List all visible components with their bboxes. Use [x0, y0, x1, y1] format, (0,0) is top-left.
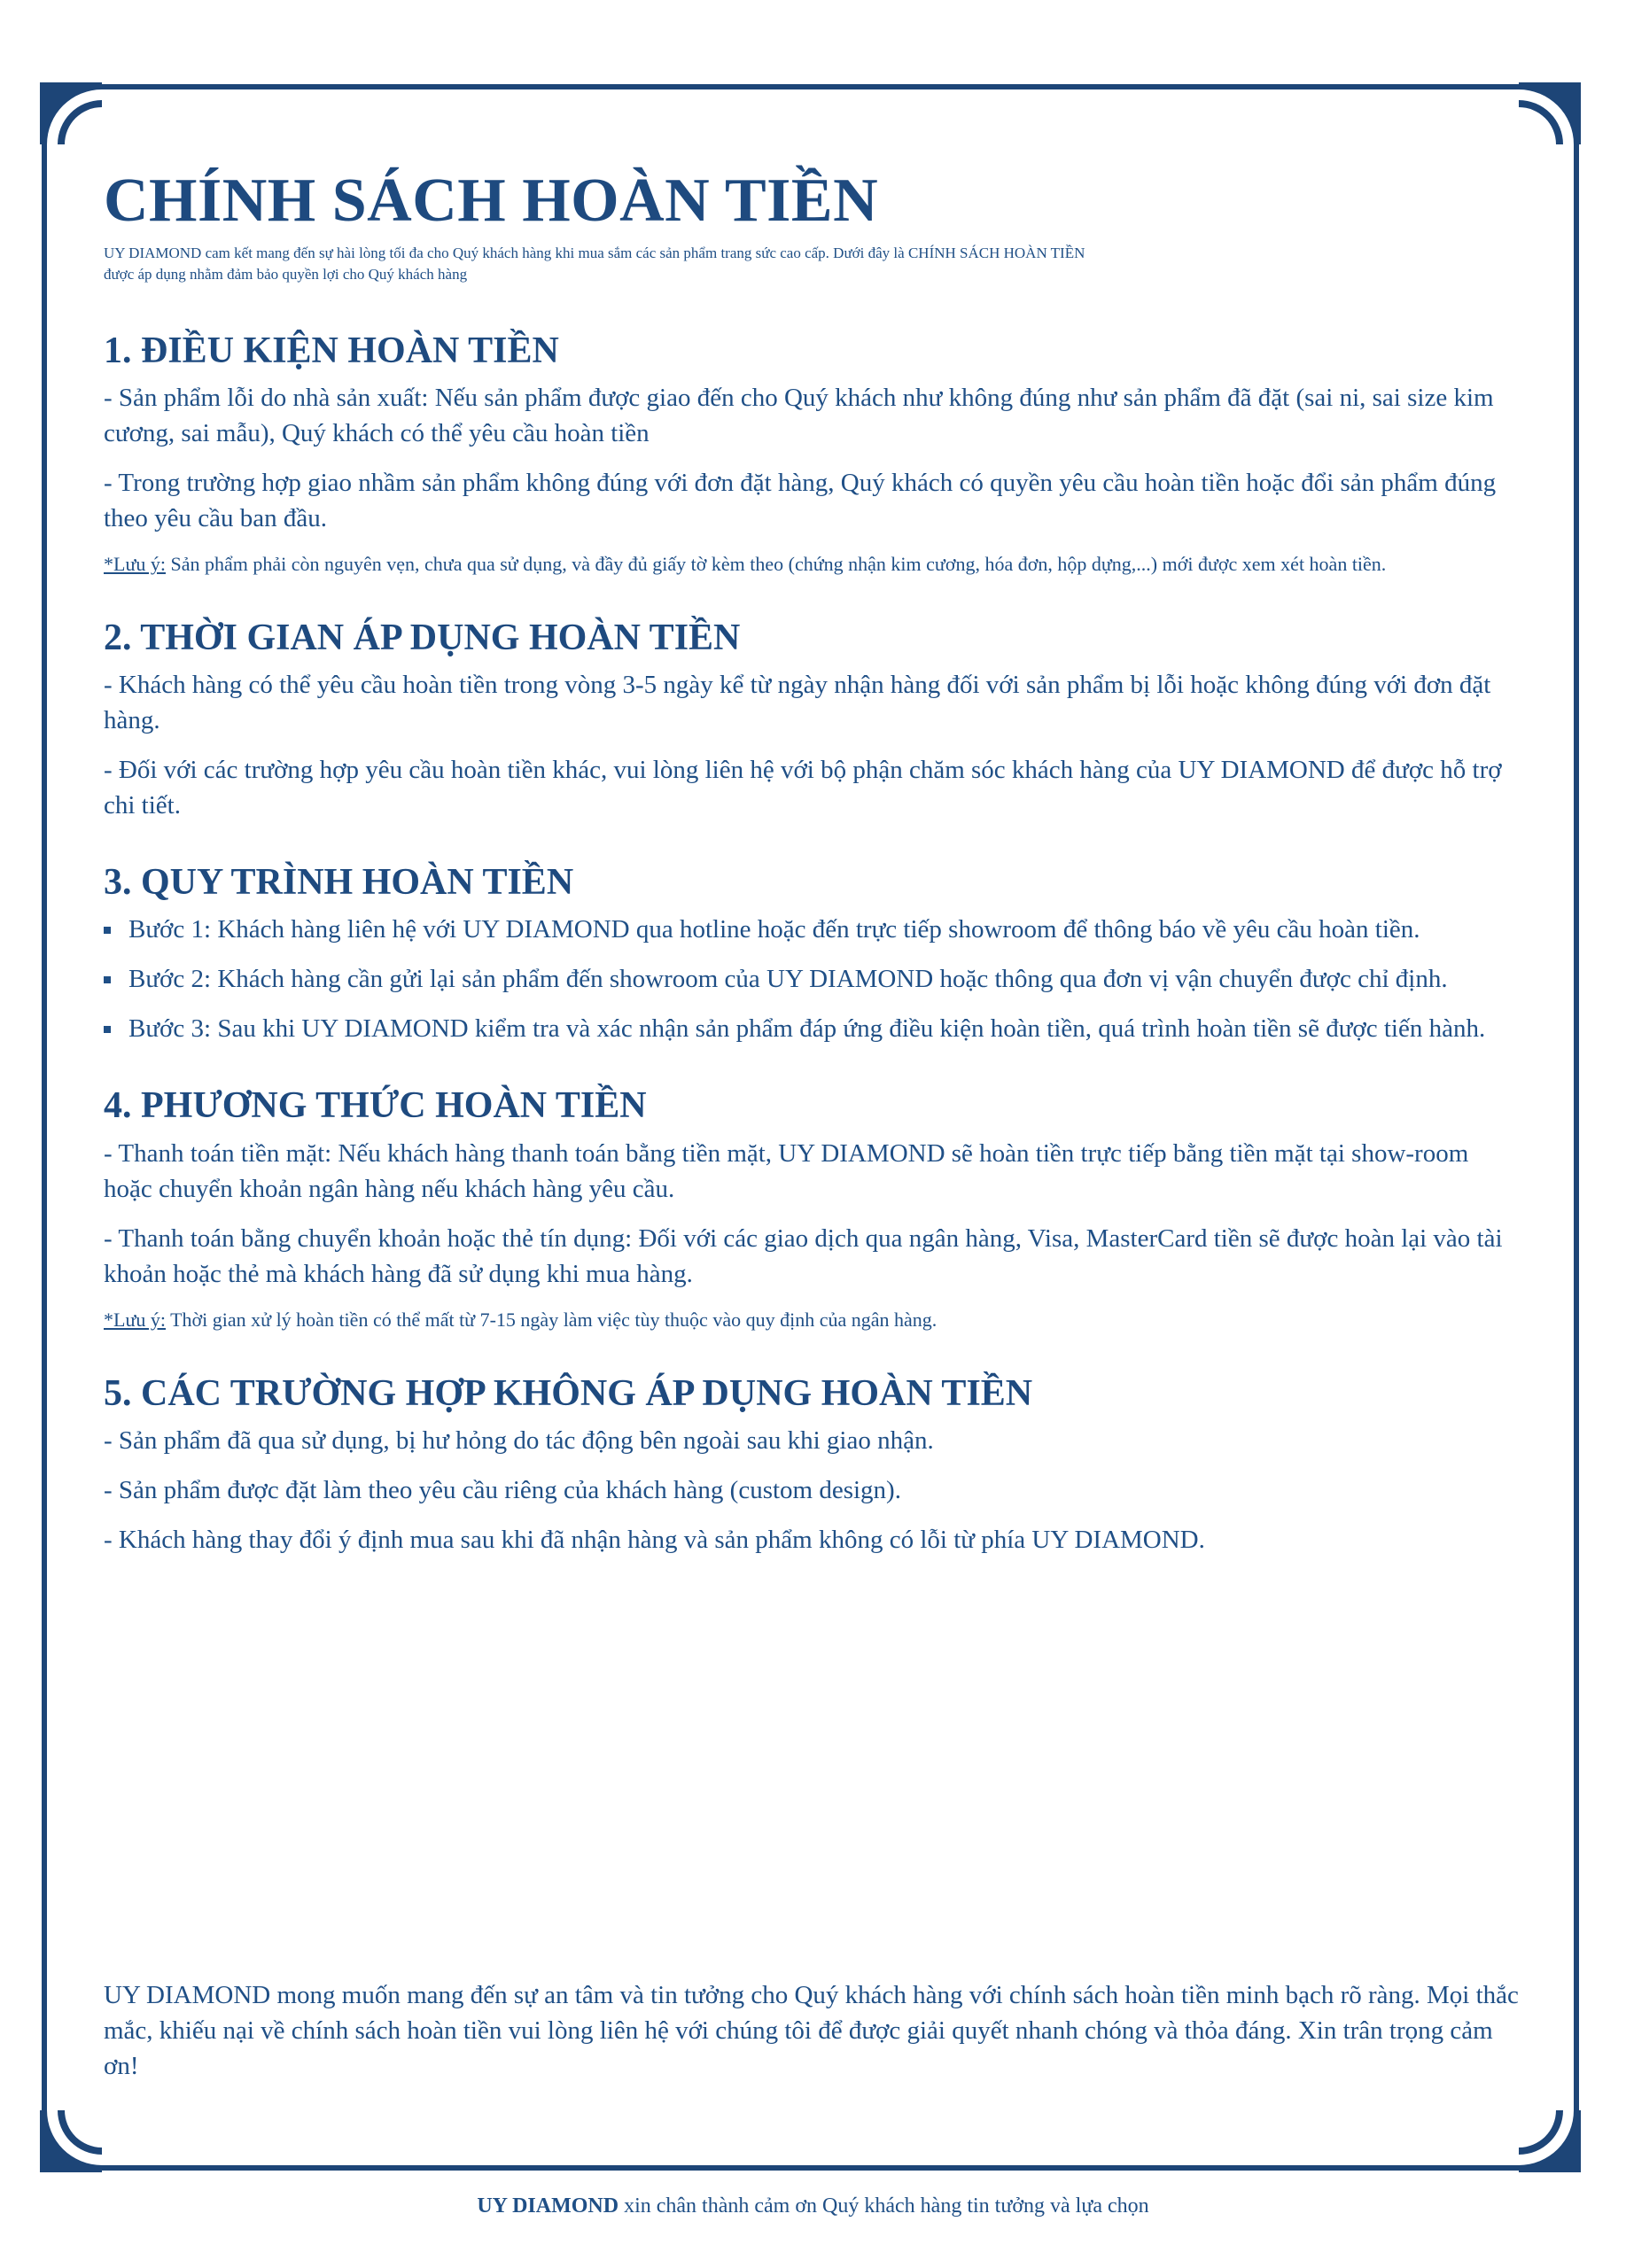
list-item: Bước 2: Khách hàng cần gửi lại sản phẩm đến showroom của UY DIAMOND hoặc thông qua đơn vị vận chuyển được chỉ định. — [104, 961, 1521, 997]
intro-text: UY DIAMOND cam kết mang đến sự hài lòng tối đa cho Quý khách hàng khi mua sắm các sản phẩm trang sức cao cấp. Dưới đây là CHÍNH SÁCH HOÀN TIỀN được áp dụng nhằm đảm bảo quyền lợi cho Quý khách hàng — [104, 244, 1085, 284]
note-text: Thời gian xử lý hoàn tiền có thể mất từ 7-15 ngày làm việc tùy thuộc vào quy định của ngân hàng. — [165, 1308, 937, 1331]
section-refund-conditions — [104, 330, 1521, 579]
section-heading: 3. QUY TRÌNH HOÀN TIỀN — [104, 862, 574, 904]
corner-ornament-top-left — [40, 82, 102, 144]
footer-text: xin chân thành cảm ơn Quý khách hàng tin tưởng và lựa chọn — [619, 2194, 1149, 2218]
section-refund-methods — [104, 1085, 1521, 1333]
section-paragraph: - Thanh toán tiền mặt: Nếu khách hàng thanh toán bằng tiền mặt, UY DIAMOND sẽ hoàn tiền trực tiếp bằng tiền mặt tại show-room hoặc chuyển khoản ngân hàng nếu khách hàng yêu cầu. — [104, 1138, 1469, 1203]
document-body — [104, 168, 1521, 1572]
section-paragraph: - Trong trường hợp giao nhầm sản phẩm không đúng với đơn đặt hàng, Quý khách có quyền yêu cầu hoàn tiền hoặc đổi sản phẩm đúng theo yêu cầu ban đầu. — [104, 469, 1497, 533]
section-refund-process — [104, 862, 1521, 1046]
section-heading: 2. THỜI GIAN ÁP DỤNG HOÀN TIỀN — [104, 617, 741, 658]
corner-ornament-top-right — [1519, 82, 1581, 144]
note — [104, 550, 1521, 579]
section-refund-period — [104, 617, 1521, 823]
note-label: *Lưu ý: — [104, 553, 166, 576]
section-heading: 5. CÁC TRƯỜNG HỢP KHÔNG ÁP DỤNG HOÀN TIỀN — [104, 1372, 1033, 1414]
section-non-refundable-cases — [104, 1373, 1521, 1557]
note-label: *Lưu ý: — [104, 1308, 166, 1331]
page-title: CHÍNH SÁCH HOÀN TIỀN — [104, 167, 879, 235]
section-paragraph: - Khách hàng thay đổi ý định mua sau khi đã nhận hàng và sản phẩm không có lỗi từ phía UY DIAMOND. — [104, 1525, 1205, 1554]
steps-list — [104, 912, 1521, 1046]
section-heading: 1. ĐIỀU KIỆN HOÀN TIỀN — [104, 330, 559, 371]
section-heading: 4. PHƯƠNG THỨC HOÀN TIỀN — [104, 1085, 647, 1127]
section-paragraph: - Đối với các trường hợp yêu cầu hoàn tiền khác, vui lòng liên hệ với bộ phận chăm sóc khách hàng của UY DIAMOND để được hỗ trợ chi tiết. — [104, 756, 1502, 820]
list-item: Bước 3: Sau khi UY DIAMOND kiểm tra và xác nhận sản phẩm đáp ứng điều kiện hoàn tiền, quá trình hoàn tiền sẽ được tiến hành. — [104, 1011, 1521, 1046]
section-paragraph: - Sản phẩm đã qua sử dụng, bị hư hỏng do tác động bên ngoài sau khi giao nhận. — [104, 1425, 934, 1455]
corner-ornament-bottom-left — [40, 2110, 102, 2172]
closing-text: UY DIAMOND mong muốn mang đến sự an tâm và tin tưởng cho Quý khách hàng với chính sách hoàn tiền minh bạch rõ ràng. Mọi thắc mắc, khiếu nại về chính sách hoàn tiền vui lòng liên hệ với chúng tôi để được giải quyết nhanh chóng và thỏa đáng. Xin trân trọng cảm ơn! — [104, 1981, 1519, 2081]
section-paragraph: - Sản phẩm được đặt làm theo yêu cầu riêng của khách hàng (custom design). — [104, 1475, 901, 1504]
footer-brand: UY DIAMOND — [477, 2194, 619, 2218]
corner-ornament-bottom-right — [1519, 2110, 1581, 2172]
note — [104, 1306, 1521, 1334]
note-text: Sản phẩm phải còn nguyên vẹn, chưa qua sử dụng, và đầy đủ giấy tờ kèm theo (chứng nhận kim cương, hóa đơn, hộp dựng,...) mới được xem xét hoàn tiền. — [165, 553, 1387, 576]
section-paragraph: - Khách hàng có thể yêu cầu hoàn tiền trong vòng 3-5 ngày kể từ ngày nhận hàng đối với sản phẩm bị lỗi hoặc không đúng với đơn đặt hàng. — [104, 671, 1491, 735]
footer — [0, 2194, 1626, 2218]
section-paragraph: - Thanh toán bằng chuyển khoản hoặc thẻ tín dụng: Đối với các giao dịch qua ngân hàng, Visa, MasterCard tiền sẽ được hoàn lại vào tài khoản hoặc thẻ mà khách hàng đã sử dụng khi mua hàng. — [104, 1223, 1503, 1288]
list-item: Bước 1: Khách hàng liên hệ với UY DIAMOND qua hotline hoặc đến trực tiếp showroom để thông báo về yêu cầu hoàn tiền. — [104, 912, 1521, 947]
section-paragraph: - Sản phẩm lỗi do nhà sản xuất: Nếu sản phẩm được giao đến cho Quý khách như không đúng như sản phẩm đã đặt (sai ni, sai size kim cương, sai mẫu), Quý khách có thể yêu cầu hoàn tiền — [104, 383, 1494, 447]
